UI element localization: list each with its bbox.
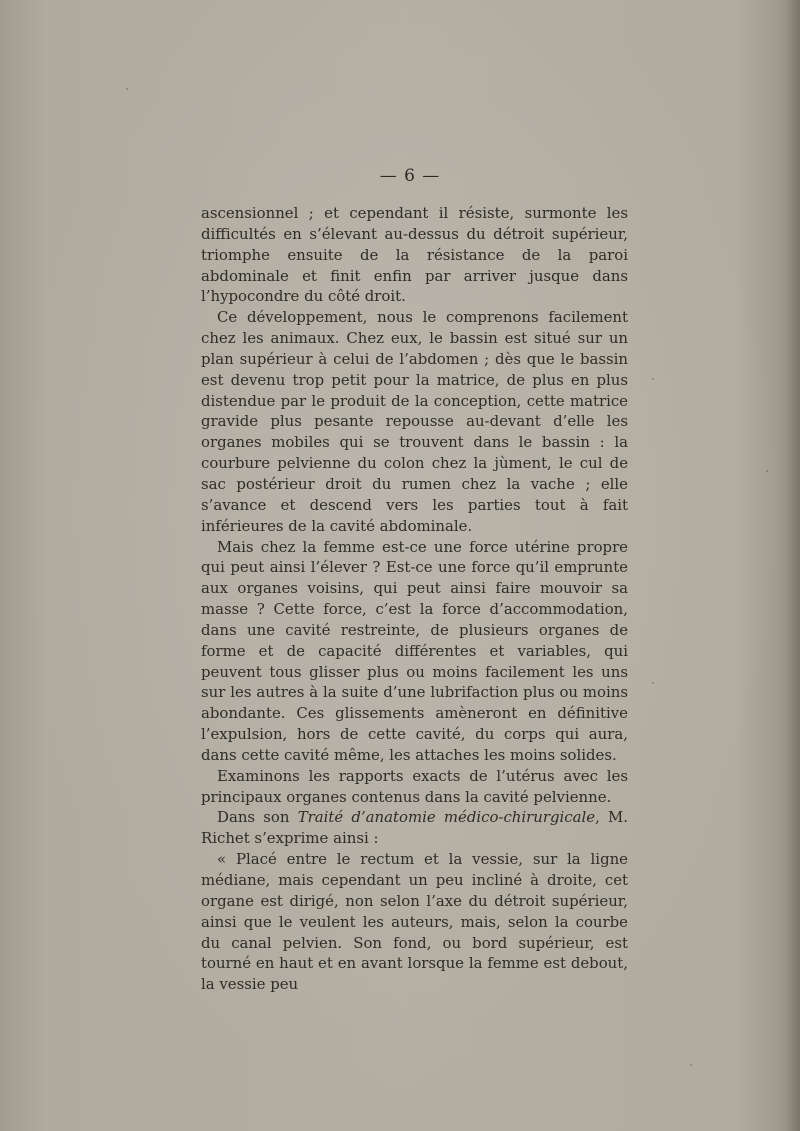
paragraph-2: Ce développement, nous le comprenons facilement chez les animaux. Chez eux, le bassin est situé sur un plan supérieur à celui de l’abdomen ; dès que le bassin est devenu trop petit pour la matrice, de plus en plus distendue par le produit de la conception, cette matrice gravide plus pesante repousse au-devant d’elle les organes mobiles qui se trouvent dans le bassin : la courbure pelvienne du colon chez la jùment, le cul de sac postérieur droit du rumen chez la vache ; elle s’avance et descend vers les parties tout à fait inférieures de la cavité abdominale. xyxy=(201,308,628,535)
paragraph-5 xyxy=(201,807,628,849)
paragraph-5-lead: Dans son xyxy=(217,808,298,827)
page-number: — 6 — xyxy=(379,166,441,186)
paragraph-4: Examinons les rapports exacts de l’utérus avec les principaux organes contenus dans la cavité pelvienne. xyxy=(201,766,628,806)
body-text xyxy=(201,203,628,995)
paragraph-6-quote: « Placé entre le rectum et la vessie, sur la ligne médiane, mais cependant un peu incliné à droite, cet organe est dirigé, non selon l’axe du détroit supérieur, ainsi que le veulent les auteurs, mais, selon la courbe du canal pelvien. Son fond, ou bord supérieur, est tourné en haut et en avant lorsque la femme est debout, la vessie peu xyxy=(201,850,628,994)
paragraph-1: ascensionnel ; et cependant il résiste, surmonte les difficultés en s’élevant au-dessus du détroit supérieur, triomphe ensuite de la résistance de la paroi abdominale et finit enfin par arriver jusque dans l’hypocondre du côté droit. xyxy=(201,204,628,306)
paragraph-5-tail: , M. Richet s’exprime ainsi : xyxy=(201,808,628,848)
book-title-italic: Traité d’anatomie médico-chirurgicale xyxy=(297,808,596,827)
paragraph-3: Mais chez la femme est-ce une force utérine propre qui peut ainsi l’élever ? Est-ce une force qu’il emprunte aux organes voisins, qui peut ainsi faire mouvoir sa masse ? Cette force, c’est la force d’accommodation, dans une cavité restreinte, de plusieurs organes de forme et de capacité différentes et variables, qui peuvent tous glisser plus ou moins facilement les uns sur les autres à la suite d’une lubrifaction plus ou moins abondante. Ces glissements amèneront en définitive l’expulsion, hors de cette cavité, du corps qui aura, dans cette cavité même, les attaches les moins solides. xyxy=(201,537,628,764)
